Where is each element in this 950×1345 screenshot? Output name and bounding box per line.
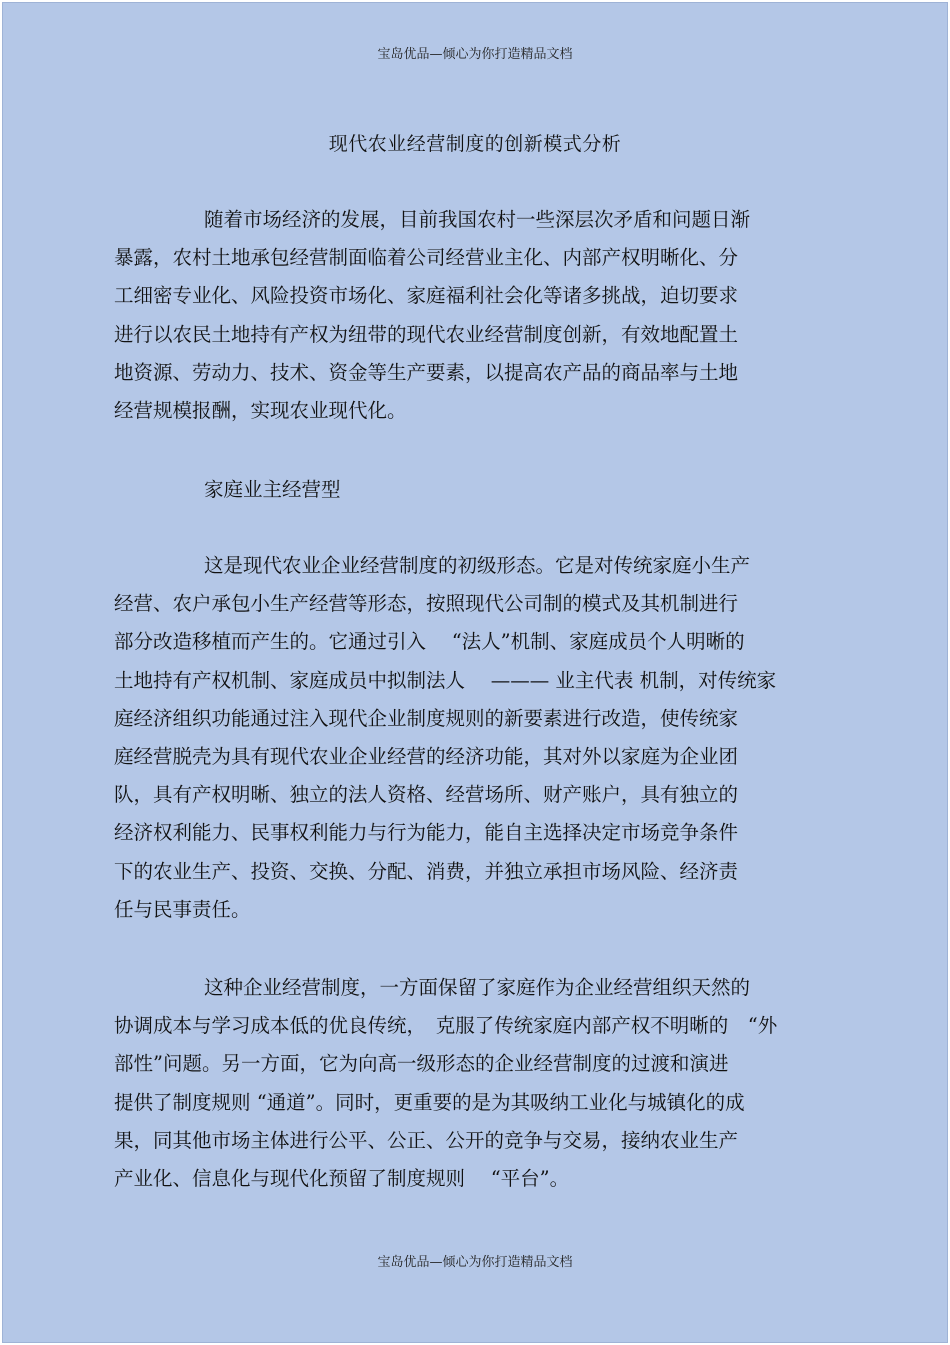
paragraph-line: 这种企业经营制度，一方面保留了家庭作为企业经营组织天然的 xyxy=(204,976,751,999)
paragraph-line: 庭经营脱壳为具有现代农业企业经营的经济功能，其对外以家庭为企业团 xyxy=(114,744,739,768)
page-header: 宝岛优品—倾心为你打造精品文档 xyxy=(377,47,573,62)
paragraph-line: 部分改造移植而产生的。它通过引入 “法人”机制、家庭成员个人明晰的 xyxy=(114,630,745,654)
page-footer: 宝岛优品—倾心为你打造精品文档 xyxy=(377,1255,573,1270)
paragraph-1 xyxy=(114,201,854,430)
paragraph-line: 这是现代农业企业经营制度的初级形态。它是对传统家庭小生产 xyxy=(204,554,751,577)
section-heading xyxy=(114,471,854,509)
paragraph-line: 庭经济组织功能通过注入现代企业制度规则的新要素进行改造，使传统家 xyxy=(114,706,739,730)
document-page xyxy=(2,2,948,1343)
paragraph-line: 经营规模报酬，实现农业现代化。 xyxy=(114,398,407,422)
paragraph-line: 队，具有产权明晰、独立的法人资格、经营场所、财产账户，具有独立的 xyxy=(114,783,739,807)
paragraph-line: 经济权利能力、民事权利能力与行为能力，能自主选择决定市场竞争条件 xyxy=(114,821,739,845)
paragraph-line: 暴露，农村土地承包经营制面临着公司经营业主化、内部产权明晰化、分 xyxy=(114,246,739,270)
paragraph-line: 果，同其他市场主体进行公平、公正、公开的竞争与交易，接纳农业生产 xyxy=(114,1128,739,1152)
paragraph-line: 部性”问题。另一方面，它为向高一级形态的企业经营制度的过渡和演进 xyxy=(114,1052,729,1076)
paragraph-line: 经营、农户承包小生产经营等形态，按照现代公司制的模式及其机制进行 xyxy=(114,592,739,616)
paragraph-line: 进行以农民土地持有产权为纽带的现代农业经营制度创新，有效地配置土 xyxy=(114,322,739,346)
paragraph-3 xyxy=(114,969,854,1198)
paragraph-line: 产业化、信息化与现代化预留了制度规则 “平台”。 xyxy=(114,1166,570,1190)
paragraph-line: 任与民事责任。 xyxy=(114,897,251,921)
paragraph-line: 工细密专业化、风险投资市场化、家庭福利社会化等诸多挑战，迫切要求 xyxy=(114,284,739,308)
document-title: 现代农业经营制度的创新模式分析 xyxy=(328,133,622,155)
paragraph-line: 地资源、劳动力、技术、资金等生产要素，以提高农产品的商品率与土地 xyxy=(114,360,739,384)
paragraph-line: 下的农业生产、投资、交换、分配、消费，并独立承担市场风险、经济责 xyxy=(114,859,739,883)
paragraph-2 xyxy=(114,547,854,929)
paragraph-line: 提供了制度规则 “通道”。同时，更重要的是为其吸纳工业化与城镇化的成 xyxy=(114,1090,745,1114)
paragraph-line: 随着市场经济的发展，目前我国农村一些深层次矛盾和问题日渐 xyxy=(204,208,751,231)
paragraph-line: 土地持有产权机制、家庭成员中拟制法人 ——— 业主代表 机制，对传统家 xyxy=(114,668,777,692)
section-heading-text: 家庭业主经营型 xyxy=(204,478,341,501)
paragraph-line: 协调成本与学习成本低的优良传统， 克服了传统家庭内部产权不明晰的 “外 xyxy=(114,1014,778,1038)
